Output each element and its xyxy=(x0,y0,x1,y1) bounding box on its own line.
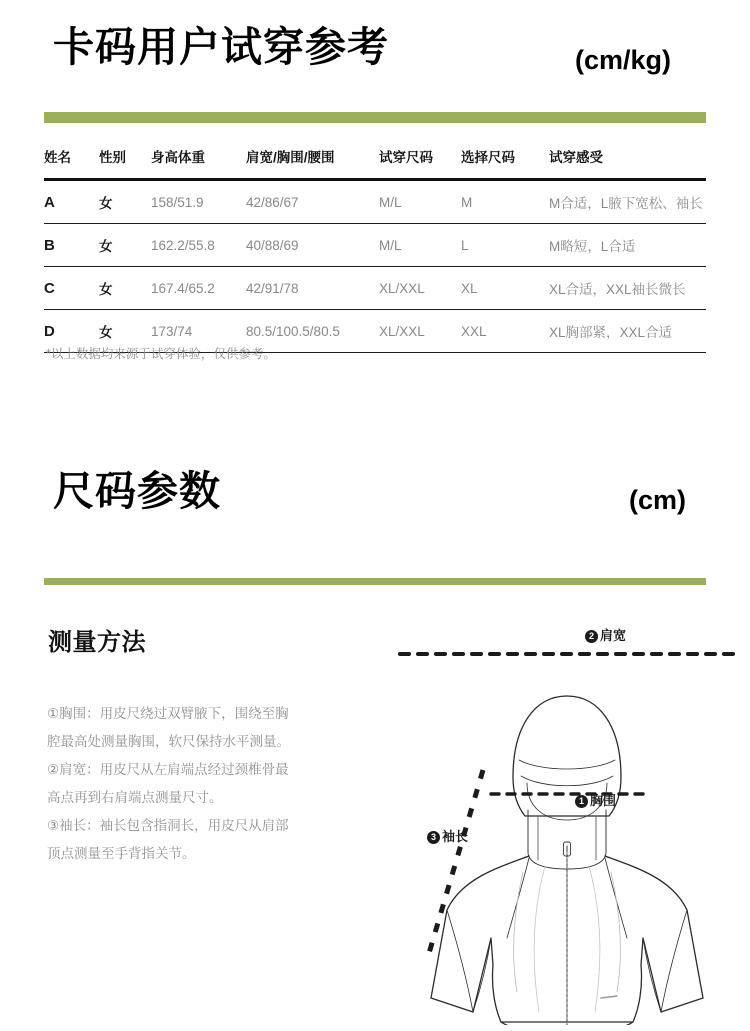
cell-feedback: M略短，L合适 xyxy=(549,224,706,267)
cell-height-weight: 173/74 xyxy=(151,310,246,353)
cell-tried-size: XL/XXL xyxy=(379,310,461,353)
measure-method-item-chest: ①胸围：用皮尺绕过双臂腋下，围绕至胸腔最高处测量胸围，软尺保持水平测量。 xyxy=(47,706,290,749)
hood-seam-upper xyxy=(519,760,615,769)
column-header-chosen-size: 选择尺码 xyxy=(461,150,515,165)
sleeve-length-guide-line xyxy=(427,770,483,960)
cell-measurements: 42/86/67 xyxy=(246,180,379,224)
cell-name: D xyxy=(44,310,99,353)
cell-name: A xyxy=(44,180,99,224)
column-header-measurements: 肩宽/胸围/腰围 xyxy=(246,150,335,165)
pocket-detail xyxy=(601,996,617,998)
cell-gender: 女 xyxy=(99,267,151,310)
table-header xyxy=(44,140,706,180)
table-row xyxy=(44,224,706,267)
section1-unit-label: (cm/kg) xyxy=(575,45,672,75)
label-chest-text: 胸围 xyxy=(590,793,617,808)
fit-reference-table-wrapper xyxy=(44,140,706,353)
badge-3-icon: 3 xyxy=(427,831,440,844)
label-shoulder-width-text: 肩宽 xyxy=(600,628,627,643)
label-sleeve-length xyxy=(427,826,468,845)
fit-reference-table xyxy=(44,140,706,353)
measure-method-item-shoulder: ②肩宽：用皮尺从左肩端点经过颈椎骨最高点再到右肩端点测量尺寸。 xyxy=(47,762,289,805)
panel-seam-left xyxy=(514,872,523,992)
badge-2-icon: 2 xyxy=(585,630,598,643)
cell-feedback: M合适，L腋下宽松、袖长 xyxy=(549,180,706,224)
measure-method-title: 测量方法 xyxy=(48,629,146,656)
table-row xyxy=(44,180,706,224)
badge-1-icon: 1 xyxy=(575,795,588,808)
table-header-row xyxy=(44,140,706,180)
cell-name: B xyxy=(44,224,99,267)
column-header-tried-size: 试穿尺码 xyxy=(379,150,433,165)
table-row xyxy=(44,267,706,310)
section1-title: 卡码用户试穿参考 xyxy=(53,24,389,70)
cell-height-weight: 162.2/55.8 xyxy=(151,224,246,267)
hood-seam-lower xyxy=(521,776,613,786)
label-shoulder-width xyxy=(585,625,626,644)
princess-seam-right xyxy=(589,866,600,1012)
section2-unit-label: (cm) xyxy=(629,485,687,515)
section2-title: 尺码参数 xyxy=(53,468,221,514)
cell-chosen-size: XL xyxy=(461,267,549,310)
princess-seam-left xyxy=(534,866,545,1012)
cell-gender: 女 xyxy=(99,224,151,267)
cell-measurements: 80.5/100.5/80.5 xyxy=(246,310,379,353)
cell-tried-size: M/L xyxy=(379,224,461,267)
cell-height-weight: 158/51.9 xyxy=(151,180,246,224)
cell-height-weight: 167.4/65.2 xyxy=(151,267,246,310)
cell-feedback: XL胸部紧，XXL合适 xyxy=(549,310,706,353)
section1-accent-bar xyxy=(44,112,706,123)
column-header-gender: 性别 xyxy=(99,150,126,165)
table-body xyxy=(44,180,706,353)
label-chest xyxy=(575,790,616,809)
column-header-height-weight: 身高体重 xyxy=(151,150,205,165)
measure-method-list xyxy=(47,700,299,868)
cell-tried-size: XL/XXL xyxy=(379,267,461,310)
cell-measurements: 40/88/69 xyxy=(246,224,379,267)
table-footnote: *以上数据均来源于试穿体验，仅供参考。 xyxy=(46,347,276,361)
sleeve-outer-right xyxy=(661,910,687,1012)
cell-chosen-size: L xyxy=(461,224,549,267)
cell-chosen-size: M xyxy=(461,180,549,224)
cell-measurements: 42/91/78 xyxy=(246,267,379,310)
cell-tried-size: M/L xyxy=(379,180,461,224)
cell-name: C xyxy=(44,267,99,310)
measure-method-item-sleeve: ③袖长：袖长包含指洞长，用皮尺从肩部顶点测量至手背指关节。 xyxy=(47,818,289,861)
jacket-measurement-diagram xyxy=(395,620,740,1025)
label-sleeve-length-text: 袖长 xyxy=(442,829,469,844)
section2-accent-bar xyxy=(44,578,706,585)
cell-gender: 女 xyxy=(99,310,151,353)
jacket-illustration-svg xyxy=(395,620,740,1025)
column-header-name: 姓名 xyxy=(44,150,71,165)
sleeve-outer-left xyxy=(447,910,473,1012)
column-header-feedback: 试穿感受 xyxy=(549,150,603,165)
cell-chosen-size: XXL xyxy=(461,310,549,353)
cell-feedback: XL合适，XXL袖长微长 xyxy=(549,267,706,310)
cell-gender: 女 xyxy=(99,180,151,224)
panel-seam-right xyxy=(611,872,620,992)
